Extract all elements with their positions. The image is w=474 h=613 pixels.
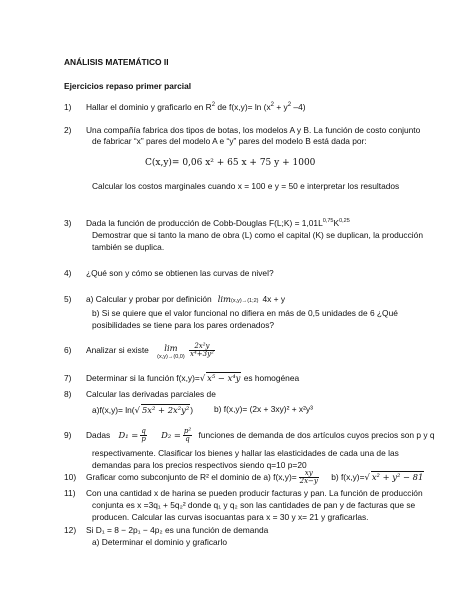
exercise-9-line3: demandas para los precios respectivos siendo q=10 p=20 [92,460,307,470]
cost-formula: C(x,y)= 0,06 x² + 65 x + 75 y + 1000 [145,158,316,168]
exercise-number: 4) [64,268,72,278]
exercise-number: 7) [64,373,72,383]
exercise-2-line2: de fabricar “x” pares del modelo A e “y” pares del modelo B está dada por: [92,136,367,146]
exercise-11-line1: 11) Con una cantidad x de harina se pueden producir facturas y pan. La función de producción [64,488,423,498]
exercise-10: 10) Graficar como subconjunto de R² el dominio de a) f(x,y)= $\frac{xy}{2x-y}$ b) f(x,y)=√ x² + y² − 81 [64,469,424,486]
exercise-number: 2) [64,125,72,135]
exercise-2-line1: 2) Una compañía fabrica dos tipos de botas, los modelos A y B. La función de costo conjunto [64,125,421,135]
exercise-8: 8) Calcular las derivadas parciales de [64,389,216,399]
exercise-8a: a)f(x,y)= ln(√ 5x² + 2x²y²) [92,405,193,415]
exercise-9-line2: respectivamente. Clasificar los bienes y hallar las elasticidades de cada una de las [92,448,399,458]
exercise-5-line3: posibilidades se tiene para los pares ordenados? [92,320,275,330]
exercise-3-line3: también se duplica. [92,242,165,252]
exercise-9-line1: 9) Dadas D₁ = $\frac{q}{p}$ D₂ = $\frac{\text{p²}}{q}$ funciones de demanda de dos artículos cuyos precios son p y q [64,427,435,444]
exercise-7: 7) Determinar si la función f(x,y)=√ x⁵ − x⁴y es homogénea [64,373,300,383]
exercise-number: 1) [64,102,72,112]
document-title: ANÁLISIS MATEMÁTICO II [64,57,169,67]
exercise-5-line1: 5) a) Calcular y probar por definición lim(x,y)→(1;2) 4x + y [64,294,286,304]
exercise-number: 8) [64,389,72,399]
exercise-5-line2: b) Si se quiere que el valor funcional no difiera en más de 0,5 unidades de 6 ¿Qué [92,308,398,318]
exercise-12: 12) Si D₁ = 8 − 2p₁ − 4p₂ es una función de demanda [64,525,269,535]
exercise-number: 12) [64,525,77,535]
exercise-number: 5) [64,294,72,304]
exercise-11-line3: producen. Calcular las curvas isocuantas para x = 30 y x= 21 y graficarlas. [92,512,369,522]
exercise-3-line1: 3) Dada la función de producción de Cobb-Douglas F(L;K) = $1,01L^{0,75}K^{0,25}$ [64,218,350,228]
exercise-number: 6) [64,345,72,356]
exercise-6: 6) Analizar si existe lim (x,y)→(0,0) $\frac{\text{2x²y}}{\text{x⁴+3y²}}$ [64,342,214,360]
exercise-8b: b) f(x,y)= (2x + 3xy)² + x²y³ [214,404,313,414]
exercise-1: 1) Hallar el dominio y graficarlo en $R^2$ de $f(x,y)= \ln (x^2 + y^2$ –4) [64,102,306,112]
exercise-2-line3: Calcular los costos marginales cuando x = 100 e y = 50 e interpretar los resultados [92,181,400,191]
exercise-number: 9) [64,430,72,441]
exercise-4: 4) ¿Qué son y cómo se obtienen las curvas de nivel? [64,268,274,278]
exercise-number: 3) [64,218,72,228]
exercise-12a: a) Determinar el dominio y graficarlo [92,537,227,547]
document-subtitle: Ejercicios repaso primer parcial [64,81,192,91]
exercise-3-line2: Demostrar que si tanto la mano de obra (L) como el capital (K) se duplican, la producción [92,230,423,240]
exercise-11-line2: conjunta es x =3q₁ + 5q₂² donde q₁ y q₂ son las cantidades de pan y de facturas que se [92,500,416,510]
exercise-number: 11) [64,488,76,498]
exercise-number: 10) [64,472,77,483]
